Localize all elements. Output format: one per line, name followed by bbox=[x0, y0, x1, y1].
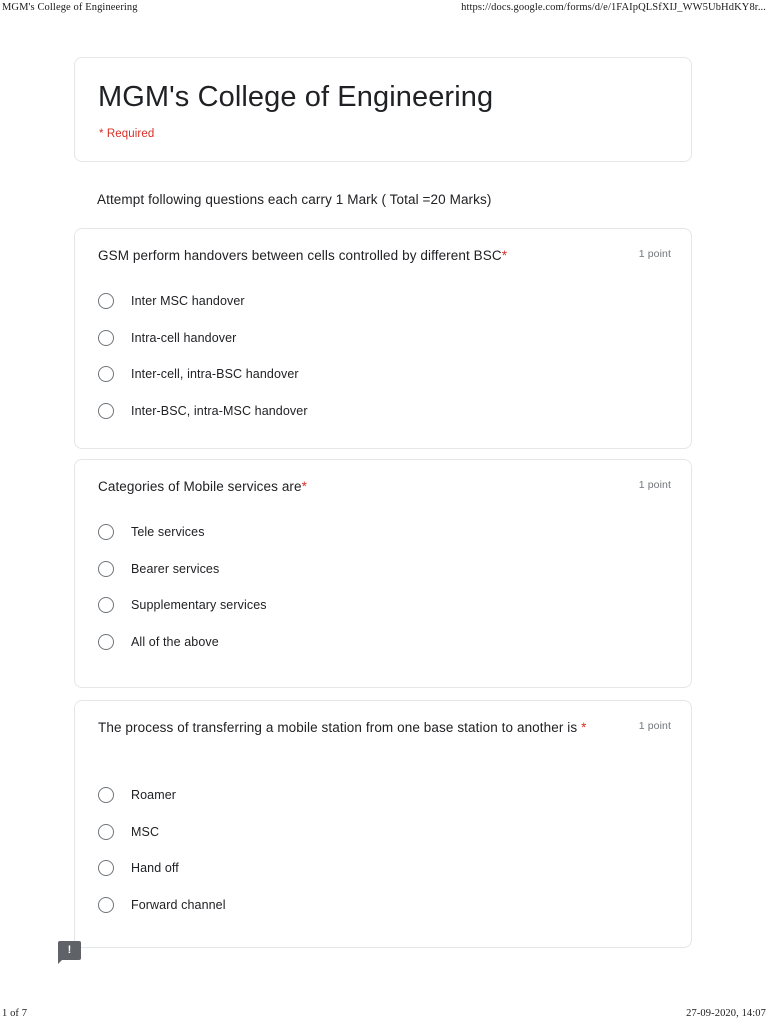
form-title-card bbox=[74, 57, 692, 162]
option-label: MSC bbox=[131, 824, 160, 839]
radio-icon[interactable] bbox=[98, 597, 114, 613]
question-label-1: GSM perform handovers between cells controlled by different BSC bbox=[98, 248, 502, 263]
option-label: Bearer services bbox=[131, 561, 220, 576]
question-label-2: Categories of Mobile services are bbox=[98, 479, 302, 494]
required-note: * Required bbox=[99, 128, 155, 140]
option-label: Tele services bbox=[131, 525, 205, 539]
option-row[interactable] bbox=[98, 818, 675, 855]
option-row[interactable] bbox=[98, 555, 675, 592]
question-text-2 bbox=[98, 476, 588, 498]
radio-icon[interactable] bbox=[98, 524, 114, 540]
options-group-1 bbox=[98, 287, 675, 433]
required-asterisk-1: * bbox=[501, 248, 508, 263]
required-asterisk-3: * bbox=[581, 720, 587, 735]
option-label: Supplementary services bbox=[131, 598, 267, 612]
print-timestamp: 27-09-2020, 14:07 bbox=[686, 1008, 766, 1019]
option-label: Intra-cell handover bbox=[131, 330, 237, 345]
question-card-2 bbox=[74, 459, 692, 688]
option-row[interactable] bbox=[98, 781, 675, 818]
print-header-title: MGM's College of Engineering bbox=[2, 2, 138, 13]
option-label: Forward channel bbox=[131, 897, 226, 912]
question-card-1 bbox=[74, 228, 692, 449]
option-row[interactable] bbox=[98, 518, 675, 555]
question-card-3 bbox=[74, 700, 692, 948]
print-header-url: https://docs.google.com/forms/d/e/1FAIpQLSfXIJ_WW5UbHdKY8r... bbox=[461, 2, 766, 13]
question-points-3: 1 point bbox=[638, 720, 671, 732]
radio-icon[interactable] bbox=[98, 860, 114, 876]
question-label-3: The process of transferring a mobile station from one base station to another is bbox=[98, 720, 578, 735]
radio-icon[interactable] bbox=[98, 897, 114, 913]
radio-icon[interactable] bbox=[98, 561, 114, 577]
option-label: All of the above bbox=[131, 634, 219, 649]
radio-icon[interactable] bbox=[98, 403, 114, 419]
option-label: Hand off bbox=[131, 861, 179, 875]
option-label: Inter-BSC, intra-MSC handover bbox=[131, 403, 308, 418]
question-points-2: 1 point bbox=[638, 479, 671, 491]
exclamation-comment-icon[interactable] bbox=[58, 941, 81, 960]
option-row[interactable] bbox=[98, 324, 675, 361]
question-text-3 bbox=[98, 717, 588, 739]
instruction-text: Attempt following questions each carry 1 Mark ( Total =20 Marks) bbox=[97, 192, 492, 207]
option-label: Inter-cell, intra-BSC handover bbox=[131, 367, 299, 381]
print-footer bbox=[0, 1008, 768, 1024]
radio-icon[interactable] bbox=[98, 787, 114, 803]
question-text-1 bbox=[98, 245, 588, 267]
radio-icon[interactable] bbox=[98, 824, 114, 840]
radio-icon[interactable] bbox=[98, 634, 114, 650]
option-row[interactable] bbox=[98, 287, 675, 324]
question-points-1: 1 point bbox=[638, 248, 671, 260]
options-group-3 bbox=[98, 781, 675, 927]
option-row[interactable] bbox=[98, 628, 675, 665]
radio-icon[interactable] bbox=[98, 330, 114, 346]
exclamation-glyph: ! bbox=[67, 944, 72, 956]
page-title: MGM's College of Engineering bbox=[98, 81, 494, 113]
option-row[interactable] bbox=[98, 854, 675, 891]
option-row[interactable] bbox=[98, 891, 675, 928]
radio-icon[interactable] bbox=[98, 293, 114, 309]
option-row[interactable] bbox=[98, 360, 675, 397]
option-label: Roamer bbox=[131, 788, 177, 802]
options-group-2 bbox=[98, 518, 675, 664]
radio-icon[interactable] bbox=[98, 366, 114, 382]
required-asterisk-2: * bbox=[301, 479, 307, 494]
option-label: Inter MSC handover bbox=[131, 294, 245, 308]
option-row[interactable] bbox=[98, 591, 675, 628]
page-number: 1 of 7 bbox=[2, 1008, 28, 1019]
option-row[interactable] bbox=[98, 397, 675, 434]
